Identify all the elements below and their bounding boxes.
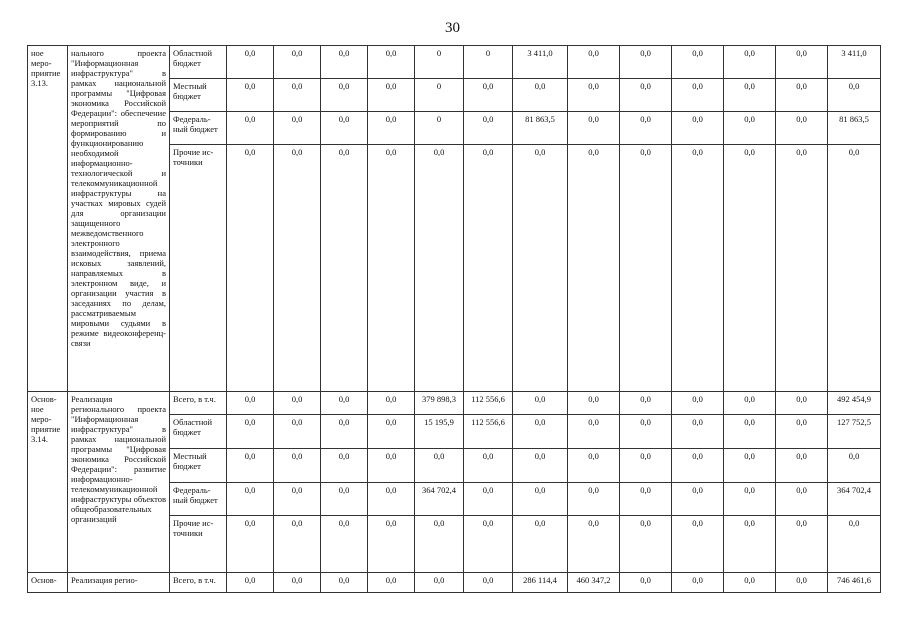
funding-source-cell: Местный бюджет <box>170 449 227 483</box>
amount-cell: 0,0 <box>776 145 828 392</box>
page-number: 30 <box>445 20 460 36</box>
amount-cell: 3 411,0 <box>828 46 881 79</box>
amount-cell: 0,0 <box>227 79 274 112</box>
amount-cell: 0,0 <box>464 483 513 516</box>
activity-code-cell: ное меро-приятие 3.13. <box>28 46 68 392</box>
amount-cell: 0,0 <box>620 145 672 392</box>
amount-cell: 0,0 <box>776 573 828 593</box>
table-row <box>28 46 881 79</box>
amount-cell: 0,0 <box>672 415 724 449</box>
amount-cell: 0,0 <box>321 392 368 415</box>
amount-cell: 0,0 <box>776 112 828 145</box>
funding-source-cell: Федераль-ный бюджет <box>170 112 227 145</box>
funding-source-cell: Федераль-ный бюджет <box>170 483 227 516</box>
amount-cell: 0,0 <box>227 46 274 79</box>
amount-cell: 0,0 <box>321 516 368 573</box>
amount-cell: 0,0 <box>274 573 321 593</box>
table-row <box>28 392 881 415</box>
amount-cell: 0,0 <box>568 112 620 145</box>
amount-cell: 0,0 <box>321 112 368 145</box>
amount-cell: 0,0 <box>620 46 672 79</box>
amount-cell: 0,0 <box>274 392 321 415</box>
activity-description-cell: нального проекта "Информационная инфраструктура" в рамках национальной программы "Цифровая экономика Российской Федерации": обеспечение мероприятий по формированию и функционированию необходимой информационно-технологической и телекоммуникационной инфраструктуры на участках мировых судей для организации защищенного межведомственного электронного взаимодействия, приема исковых заявлений, направляемых в электронном виде, и организации участия в заседаниях по делам, рассматриваемым мировыми судьями в режиме видеоконференц-связи <box>68 46 170 392</box>
amount-cell: 0,0 <box>227 145 274 392</box>
amount-cell: 0,0 <box>724 145 776 392</box>
activity-description-cell: Реализация регио- <box>68 573 170 593</box>
amount-cell: 0,0 <box>368 449 415 483</box>
amount-cell: 0,0 <box>464 516 513 573</box>
amount-cell: 0,0 <box>620 79 672 112</box>
amount-cell: 0,0 <box>776 46 828 79</box>
amount-cell: 0,0 <box>620 573 672 593</box>
amount-cell: 0 <box>415 46 464 79</box>
amount-cell: 0,0 <box>227 483 274 516</box>
amount-cell: 0,0 <box>464 573 513 593</box>
amount-cell: 0,0 <box>513 415 568 449</box>
amount-cell: 0,0 <box>620 449 672 483</box>
amount-cell: 81 863,5 <box>513 112 568 145</box>
amount-cell: 81 863,5 <box>828 112 881 145</box>
amount-cell: 0,0 <box>724 573 776 593</box>
amount-cell: 0,0 <box>274 46 321 79</box>
amount-cell: 3 411,0 <box>513 46 568 79</box>
amount-cell: 0,0 <box>368 516 415 573</box>
amount-cell: 0,0 <box>672 573 724 593</box>
amount-cell: 0 <box>464 46 513 79</box>
amount-cell: 0,0 <box>321 46 368 79</box>
amount-cell: 0,0 <box>274 79 321 112</box>
amount-cell: 0,0 <box>415 449 464 483</box>
amount-cell: 0 <box>415 79 464 112</box>
amount-cell: 0,0 <box>776 483 828 516</box>
amount-cell: 0,0 <box>321 415 368 449</box>
amount-cell: 0,0 <box>620 483 672 516</box>
activity-code-cell: Основ- <box>28 573 68 593</box>
amount-cell: 0,0 <box>672 79 724 112</box>
amount-cell: 0,0 <box>620 516 672 573</box>
amount-cell: 492 454,9 <box>828 392 881 415</box>
funding-source-cell: Местный бюджет <box>170 79 227 112</box>
amount-cell: 0,0 <box>776 449 828 483</box>
amount-cell: 0,0 <box>724 79 776 112</box>
amount-cell: 0,0 <box>776 79 828 112</box>
funding-source-cell: Всего, в т.ч. <box>170 573 227 593</box>
amount-cell: 0,0 <box>368 112 415 145</box>
amount-cell: 0,0 <box>672 392 724 415</box>
amount-cell: 0,0 <box>274 415 321 449</box>
amount-cell: 0,0 <box>620 112 672 145</box>
amount-cell: 0,0 <box>620 392 672 415</box>
amount-cell: 0,0 <box>227 392 274 415</box>
amount-cell: 0,0 <box>828 145 881 392</box>
table-row <box>28 573 881 593</box>
amount-cell: 0,0 <box>227 516 274 573</box>
amount-cell: 0,0 <box>776 392 828 415</box>
amount-cell: 0,0 <box>368 79 415 112</box>
amount-cell: 286 114,4 <box>513 573 568 593</box>
amount-cell: 0,0 <box>568 415 620 449</box>
amount-cell: 0,0 <box>513 449 568 483</box>
amount-cell: 15 195,9 <box>415 415 464 449</box>
amount-cell: 0,0 <box>415 573 464 593</box>
amount-cell: 0,0 <box>368 415 415 449</box>
amount-cell: 0,0 <box>568 483 620 516</box>
amount-cell: 0,0 <box>227 449 274 483</box>
amount-cell: 0,0 <box>568 516 620 573</box>
amount-cell: 0,0 <box>672 483 724 516</box>
amount-cell: 0,0 <box>321 145 368 392</box>
amount-cell: 0,0 <box>368 46 415 79</box>
amount-cell: 0,0 <box>672 112 724 145</box>
amount-cell: 0,0 <box>568 46 620 79</box>
amount-cell: 0 <box>415 112 464 145</box>
amount-cell: 0,0 <box>464 112 513 145</box>
amount-cell: 0,0 <box>828 449 881 483</box>
amount-cell: 0,0 <box>620 415 672 449</box>
amount-cell: 0,0 <box>415 145 464 392</box>
amount-cell: 0,0 <box>513 79 568 112</box>
amount-cell: 112 556,6 <box>464 392 513 415</box>
amount-cell: 0,0 <box>672 145 724 392</box>
amount-cell: 0,0 <box>464 145 513 392</box>
budget-table <box>27 45 881 593</box>
amount-cell: 364 702,4 <box>415 483 464 516</box>
amount-cell: 0,0 <box>464 79 513 112</box>
amount-cell: 0,0 <box>368 573 415 593</box>
amount-cell: 0,0 <box>274 449 321 483</box>
amount-cell: 460 347,2 <box>568 573 620 593</box>
amount-cell: 0,0 <box>274 112 321 145</box>
amount-cell: 0,0 <box>672 449 724 483</box>
amount-cell: 0,0 <box>274 516 321 573</box>
amount-cell: 0,0 <box>368 145 415 392</box>
amount-cell: 0,0 <box>321 483 368 516</box>
amount-cell: 112 556,6 <box>464 415 513 449</box>
amount-cell: 127 752,5 <box>828 415 881 449</box>
amount-cell: 0,0 <box>724 449 776 483</box>
funding-source-cell: Областной бюджет <box>170 46 227 79</box>
amount-cell: 0,0 <box>227 415 274 449</box>
amount-cell: 0,0 <box>568 79 620 112</box>
amount-cell: 0,0 <box>724 483 776 516</box>
amount-cell: 0,0 <box>415 516 464 573</box>
amount-cell: 0,0 <box>672 46 724 79</box>
amount-cell: 0,0 <box>513 392 568 415</box>
funding-source-cell: Всего, в т.ч. <box>170 392 227 415</box>
amount-cell: 0,0 <box>568 449 620 483</box>
amount-cell: 0,0 <box>321 573 368 593</box>
amount-cell: 0,0 <box>724 112 776 145</box>
amount-cell: 0,0 <box>321 79 368 112</box>
table-body <box>28 46 881 593</box>
activity-code-cell: Основ-ное меро-приятие 3.14. <box>28 392 68 573</box>
funding-source-cell: Прочие ис-точники <box>170 145 227 392</box>
funding-source-cell: Прочие ис-точники <box>170 516 227 573</box>
amount-cell: 0,0 <box>568 392 620 415</box>
amount-cell: 0,0 <box>672 516 724 573</box>
amount-cell: 0,0 <box>724 516 776 573</box>
amount-cell: 0,0 <box>274 483 321 516</box>
amount-cell: 0,0 <box>227 573 274 593</box>
activity-description-cell: Реализация регионального проекта "Информационная инфраструктура" в рамках национальной программы "Цифровая экономика Российской Федерации": развитие информационно-телекоммуникационной инфраструктуры объектов общеобразовательных организаций <box>68 392 170 573</box>
amount-cell: 0,0 <box>776 516 828 573</box>
amount-cell: 0,0 <box>724 415 776 449</box>
amount-cell: 0,0 <box>368 392 415 415</box>
amount-cell: 0,0 <box>321 449 368 483</box>
amount-cell: 0,0 <box>776 415 828 449</box>
amount-cell: 0,0 <box>724 392 776 415</box>
amount-cell: 0,0 <box>828 516 881 573</box>
amount-cell: 0,0 <box>724 46 776 79</box>
amount-cell: 0,0 <box>513 483 568 516</box>
amount-cell: 0,0 <box>464 449 513 483</box>
amount-cell: 379 898,3 <box>415 392 464 415</box>
amount-cell: 0,0 <box>227 112 274 145</box>
amount-cell: 0,0 <box>368 483 415 516</box>
amount-cell: 0,0 <box>568 145 620 392</box>
amount-cell: 0,0 <box>513 516 568 573</box>
amount-cell: 0,0 <box>513 145 568 392</box>
amount-cell: 0,0 <box>828 79 881 112</box>
amount-cell: 364 702,4 <box>828 483 881 516</box>
funding-source-cell: Областной бюджет <box>170 415 227 449</box>
amount-cell: 746 461,6 <box>828 573 881 593</box>
amount-cell: 0,0 <box>274 145 321 392</box>
